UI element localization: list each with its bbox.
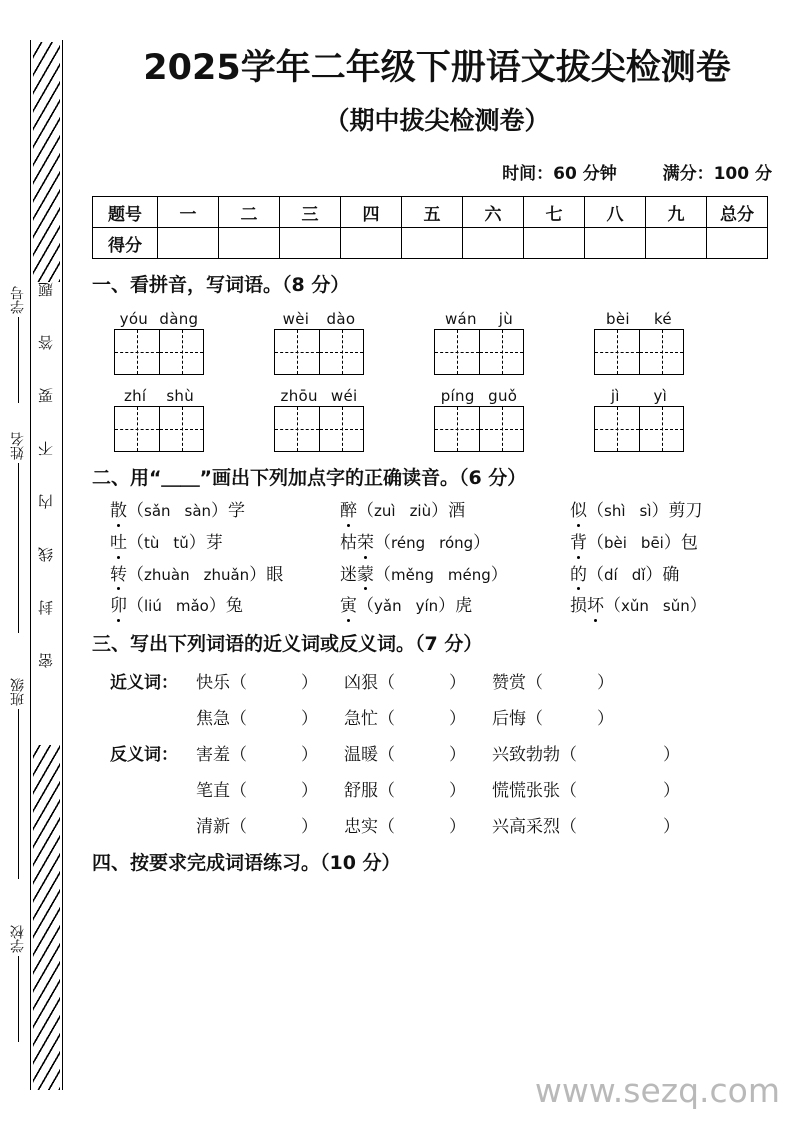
antonym-word: 舒服 <box>344 781 378 802</box>
score-table <box>92 196 768 259</box>
pinyin-syllable: zhōu <box>280 386 318 405</box>
exam-total-label: 满分：100 分 <box>662 164 772 185</box>
pinyin-group <box>114 310 204 375</box>
page-subtitle: （期中拔尖检测卷） <box>324 106 550 136</box>
tianzige-cell[interactable] <box>319 330 363 374</box>
tianzige-cell[interactable] <box>479 407 523 451</box>
student-info-field-xingming <box>6 432 30 633</box>
tianzige-cell[interactable] <box>319 407 363 451</box>
pinyin-option[interactable]: sǔn <box>662 597 690 616</box>
synonym-word: 后悔 <box>492 709 526 730</box>
antonym-item[interactable]: 舒服（ ） <box>344 781 466 802</box>
synonym-antonym-block <box>92 668 800 837</box>
synonym-item[interactable]: 焦急（ ） <box>196 709 318 730</box>
choice-pre: 枯 <box>340 532 357 553</box>
antonym-item[interactable]: 害羞（ ） <box>196 745 318 766</box>
choice-tail: 眼 <box>266 564 284 585</box>
tianzige-cell[interactable] <box>639 407 683 451</box>
tianzige-cell[interactable] <box>595 407 639 451</box>
exam-time-label: 时间：60 分钟 <box>502 164 617 185</box>
score-cell[interactable] <box>463 228 524 259</box>
pinyin-group <box>274 310 364 375</box>
pinyin-syllable: yì <box>653 386 668 405</box>
pinyin-option[interactable]: dǐ <box>631 565 646 584</box>
pinyin-text <box>114 310 204 328</box>
score-cell[interactable] <box>341 228 402 259</box>
antonym-word: 笔直 <box>196 781 230 802</box>
pinyin-text <box>594 387 684 405</box>
pinyin-option[interactable]: zuì <box>374 501 396 520</box>
choice-item[interactable]: 散（sǎn sàn）学 <box>110 500 246 521</box>
synonym-item[interactable]: 凶狠（ ） <box>344 673 466 694</box>
score-cell[interactable] <box>646 228 707 259</box>
seal-char: 内 <box>37 494 55 509</box>
score-table-col-1: 一 <box>158 197 219 228</box>
choice-pre: 损 <box>570 596 587 617</box>
tianzige-grid[interactable] <box>594 329 684 375</box>
synonym-item[interactable]: 赞赏（ ） <box>492 673 614 694</box>
pinyin-group <box>274 387 364 452</box>
student-info-label: 学校 <box>9 925 26 953</box>
score-table-row-label: 题号 <box>93 197 158 228</box>
dotted-char: 荣 <box>357 532 374 553</box>
student-info-field-xuehao <box>6 286 30 403</box>
section-3-heading: 三、写出下列词语的近义词或反义词。（7 分） <box>92 633 483 656</box>
choice-row <box>110 532 800 555</box>
pinyin-option[interactable]: zhuǎn <box>203 565 250 584</box>
choice-item[interactable]: 损坏（xǔn sǔn） <box>570 596 707 617</box>
tianzige-cell[interactable] <box>159 330 203 374</box>
score-table-col-3: 三 <box>280 197 341 228</box>
dotted-char: 转 <box>110 564 127 585</box>
seal-hatch-bottom <box>33 745 60 1090</box>
dotted-char: 坏 <box>587 596 604 617</box>
seal-outer-rule <box>30 40 31 1090</box>
student-info-writing-line <box>18 317 19 403</box>
antonym-row <box>110 740 800 765</box>
choice-tail: 虎 <box>455 596 473 617</box>
pinyin-row-2 <box>92 387 800 452</box>
score-table-col-7: 七 <box>524 197 585 228</box>
synonym-word: 凶狠 <box>344 673 378 694</box>
dotted-char: 似 <box>570 500 587 521</box>
choice-item[interactable]: 吐（tù tǔ）芽 <box>110 532 223 553</box>
antonym-word: 清新 <box>196 817 230 838</box>
pinyin-syllable: wèi <box>282 309 310 328</box>
tianzige-cell[interactable] <box>435 330 479 374</box>
tianzige-cell[interactable] <box>479 330 523 374</box>
pinyin-text <box>594 310 684 328</box>
dotted-char: 吐 <box>110 532 127 553</box>
choice-row <box>110 595 800 618</box>
antonym-word: 兴高采烈 <box>492 817 560 838</box>
tianzige-cell[interactable] <box>435 407 479 451</box>
pinyin-group <box>594 387 684 452</box>
student-info-field-xuexiao <box>6 925 30 1042</box>
pinyin-syllable: wán <box>444 309 477 328</box>
antonym-word: 害羞 <box>196 745 230 766</box>
pinyin-text <box>274 387 364 405</box>
antonym-word: 忠实 <box>344 817 378 838</box>
tianzige-cell[interactable] <box>275 407 319 451</box>
pinyin-option[interactable]: réng <box>391 533 426 552</box>
synonym-word: 急忙 <box>344 709 378 730</box>
seal-char: 答 <box>37 335 55 350</box>
seal-char: 不 <box>37 441 55 456</box>
section-4-heading: 四、按要求完成词语练习。（10 分） <box>92 852 401 875</box>
pinyin-option[interactable]: sì <box>639 501 652 520</box>
pinyin-syllable: jì <box>610 386 620 405</box>
student-info-label: 姓名 <box>9 432 26 460</box>
tianzige-cell[interactable] <box>115 407 159 451</box>
seal-inner-rule <box>62 40 63 1090</box>
watermark: www.sezq.com <box>534 1071 780 1110</box>
tianzige-grid[interactable] <box>114 406 204 452</box>
synonym-word: 赞赏 <box>492 673 526 694</box>
synonym-row <box>110 704 800 729</box>
seal-char: 线 <box>37 547 55 562</box>
pinyin-text <box>434 387 524 405</box>
antonym-word: 兴致勃勃 <box>492 745 560 766</box>
tianzige-cell[interactable] <box>115 330 159 374</box>
section-2-heading: 二、用“＿＿”画出下列加点字的正确读音。（6 分） <box>92 466 527 489</box>
exam-meta <box>92 159 772 184</box>
choice-item[interactable]: 迷蒙（měng méng） <box>340 564 508 585</box>
choice-item[interactable]: 醉（zuì ziù）酒 <box>340 500 466 521</box>
page-title: 2025学年二年级下册语文拔尖检测卷 <box>143 48 731 88</box>
section-1-heading: 一、看拼音，写词语。（8 分） <box>92 274 350 297</box>
student-info-writing-line <box>18 956 19 1042</box>
pinyin-option[interactable]: xǔn <box>621 597 649 616</box>
seal-margin <box>0 0 92 1132</box>
synonym-row <box>110 668 800 693</box>
pinyin-option[interactable]: dí <box>604 565 618 584</box>
pinyin-group <box>594 310 684 375</box>
pinyin-option[interactable]: mǎo <box>175 597 209 616</box>
exam-page <box>92 0 800 1132</box>
seal-char: 要 <box>37 388 55 403</box>
choice-item[interactable]: 背（bèi bēi）包 <box>570 532 698 553</box>
choice-item[interactable]: 枯荣（réng róng） <box>340 532 491 553</box>
choice-item[interactable]: 似（shì sì）剪刀 <box>570 500 703 521</box>
score-cell[interactable] <box>158 228 219 259</box>
antonym-row <box>110 812 800 837</box>
synonym-item[interactable]: 急忙（ ） <box>344 709 466 730</box>
tianzige-cell[interactable] <box>275 330 319 374</box>
score-table-col-8: 八 <box>585 197 646 228</box>
antonym-word: 温暖 <box>344 745 378 766</box>
synonym-item[interactable]: 快乐（ ） <box>196 673 318 694</box>
seal-char: 密 <box>37 653 55 668</box>
seal-hatch-top <box>33 42 60 282</box>
pinyin-syllable: bèi <box>606 309 630 328</box>
score-cell-total[interactable] <box>707 228 768 259</box>
pinyin-row-1 <box>92 310 800 375</box>
antonym-item[interactable]: 兴致勃勃（ ） <box>492 745 680 766</box>
pronunciation-choice-grid <box>92 500 800 619</box>
synonym-item[interactable]: 后悔（ ） <box>492 709 614 730</box>
pinyin-option[interactable]: bèi <box>604 533 627 552</box>
tianzige-grid[interactable] <box>434 406 524 452</box>
pinyin-option[interactable]: méng <box>447 565 491 584</box>
seal-line-text <box>33 282 60 745</box>
score-table-col-total: 总分 <box>707 197 768 228</box>
pinyin-syllable: yóu <box>119 309 149 328</box>
student-info-label: 学号 <box>9 286 26 314</box>
pinyin-option[interactable]: tǔ <box>173 533 189 552</box>
antonym-item[interactable]: 慌慌张张（ ） <box>492 781 680 802</box>
choice-tail: 确 <box>662 564 680 585</box>
choice-tail: 包 <box>680 532 698 553</box>
pinyin-option[interactable]: tù <box>144 533 160 552</box>
seal-char: 封 <box>37 600 55 615</box>
score-table-col-4: 四 <box>341 197 402 228</box>
pinyin-option[interactable]: ziù <box>409 501 432 520</box>
tianzige-grid[interactable] <box>594 406 684 452</box>
dotted-char: 散 <box>110 500 127 521</box>
student-info-label: 班级 <box>9 678 26 706</box>
pinyin-option[interactable]: liú <box>144 597 162 616</box>
pinyin-option[interactable]: sǎn <box>144 501 171 520</box>
pinyin-syllable: shù <box>166 386 195 405</box>
pinyin-option[interactable]: měng <box>391 565 434 584</box>
tianzige-grid[interactable] <box>114 329 204 375</box>
tianzige-grid[interactable] <box>434 329 524 375</box>
pinyin-syllable: dàng <box>159 309 199 328</box>
pinyin-option[interactable]: sàn <box>184 501 212 520</box>
choice-item[interactable]: 的（dí dǐ）确 <box>570 564 680 585</box>
choice-item[interactable]: 转（zhuàn zhuǎn）眼 <box>110 564 284 585</box>
pinyin-syllable: wéi <box>330 386 358 405</box>
pinyin-group <box>434 310 524 375</box>
tianzige-grid[interactable] <box>274 406 364 452</box>
score-table-col-5: 五 <box>402 197 463 228</box>
synonym-word: 快乐 <box>196 673 230 694</box>
pinyin-syllable: guǒ <box>488 386 518 405</box>
student-info-writing-line <box>18 709 19 879</box>
choice-item[interactable]: 卯（liú mǎo）兔 <box>110 596 243 617</box>
pinyin-syllable: dào <box>326 309 356 328</box>
pinyin-text <box>114 387 204 405</box>
score-cell[interactable] <box>524 228 585 259</box>
student-info-fields <box>4 0 32 1132</box>
dotted-char: 蒙 <box>357 564 374 585</box>
choice-tail: 酒 <box>448 500 466 521</box>
pinyin-syllable: píng <box>440 386 475 405</box>
antonym-group-label: 反义词： <box>110 745 178 766</box>
antonym-item[interactable]: 温暖（ ） <box>344 745 466 766</box>
student-info-writing-line <box>18 463 19 633</box>
dotted-char: 醉 <box>340 500 357 521</box>
score-cell[interactable] <box>219 228 280 259</box>
pinyin-text <box>274 310 364 328</box>
score-cell[interactable] <box>280 228 341 259</box>
antonym-item[interactable]: 笔直（ ） <box>196 781 318 802</box>
dotted-char: 寅 <box>340 596 357 617</box>
tianzige-cell[interactable] <box>159 407 203 451</box>
pinyin-option[interactable]: yín <box>415 597 439 616</box>
pinyin-syllable: zhí <box>123 386 147 405</box>
choice-tail: 剪刀 <box>668 500 703 521</box>
score-cell[interactable] <box>402 228 463 259</box>
pinyin-option[interactable]: bēi <box>640 533 664 552</box>
score-table-col-9: 九 <box>646 197 707 228</box>
score-table-col-2: 二 <box>219 197 280 228</box>
antonym-row <box>110 776 800 801</box>
tianzige-grid[interactable] <box>274 329 364 375</box>
dotted-char: 的 <box>570 564 587 585</box>
pinyin-syllable: jù <box>498 309 514 328</box>
synonym-word: 焦急 <box>196 709 230 730</box>
antonym-word: 慌慌张张 <box>492 781 560 802</box>
synonym-group-label: 近义词： <box>110 673 178 694</box>
pinyin-option[interactable]: shì <box>604 501 626 520</box>
antonym-item[interactable]: 忠实（ ） <box>344 817 466 838</box>
score-table-score-row <box>93 228 768 259</box>
student-info-field-banji <box>6 678 30 879</box>
choice-pre: 迷 <box>340 564 357 585</box>
choice-row <box>110 564 800 587</box>
pinyin-group <box>114 387 204 452</box>
antonym-item[interactable]: 清新（ ） <box>196 817 318 838</box>
seal-char: 题 <box>37 282 55 297</box>
antonym-item[interactable]: 兴高采烈（ ） <box>492 817 680 838</box>
dotted-char: 背 <box>570 532 587 553</box>
choice-row <box>110 500 800 523</box>
tianzige-cell[interactable] <box>639 330 683 374</box>
score-table-header-row <box>93 197 768 228</box>
score-table-row-label: 得分 <box>93 228 158 259</box>
choice-item[interactable]: 寅（yǎn yín）虎 <box>340 596 473 617</box>
score-table-col-6: 六 <box>463 197 524 228</box>
tianzige-cell[interactable] <box>595 330 639 374</box>
pinyin-syllable: ké <box>653 309 672 328</box>
choice-tail: 芽 <box>205 532 223 553</box>
pinyin-option[interactable]: zhuàn <box>144 565 190 584</box>
pinyin-group <box>434 387 524 452</box>
pinyin-option[interactable]: róng <box>439 533 474 552</box>
pinyin-text <box>434 310 524 328</box>
choice-tail: 学 <box>228 500 246 521</box>
pinyin-option[interactable]: yǎn <box>374 597 402 616</box>
dotted-char: 卯 <box>110 596 127 617</box>
choice-tail: 兔 <box>225 596 243 617</box>
score-cell[interactable] <box>585 228 646 259</box>
